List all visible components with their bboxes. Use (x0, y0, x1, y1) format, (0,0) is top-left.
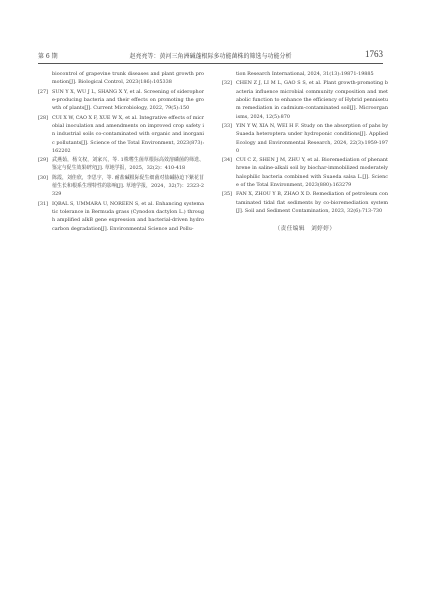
reference-text: IQBAL S, UMMARA U, NOREEN S, et al. Enhancing systematic tolerance in Bermuda grass (Cynodon dactylon L.) through amplified alkB gene expression and bacterial-driven hydrocarbon degradation[J]. Environmental Science and Pollu- (52, 200, 204, 232)
reference-continuation: tion Research International, 2024, 31(13):19871-19885 (236, 71, 374, 77)
reference-number: [34] (222, 157, 233, 164)
reference-item (38, 114, 204, 156)
reference-item (38, 88, 204, 113)
editor-credit: （责任编辑 刘婷婷） (274, 226, 336, 233)
reference-text: FAN X, ZHOU Y B, ZHAO X D. Remediation of petroleum contaminated tidal flat sediments by co-bioremediation system[J]. Soil and Sediment Contamination, 2023, 32(6):713-730 (236, 191, 388, 215)
running-title: 赵亮亮等：黄河三角洲碱蓬根际多功能菌株的筛选与功能分析 (129, 53, 292, 60)
reference-text: SUN Y X, WU J L, SHANG X Y, et al. Screening of siderophore-producing bacteria and their effects on promoting the growth of plants[J]. Current Microbiology, 2022, 79(5):150 (52, 88, 204, 112)
reference-text: 陈霞，刘佳欣，李思宇，等. 耐盐碱根际促生细菌对盐碱胁迫下紫花苜蓿生长和根系生理特性的影响[J]. 草地学报，2024，32(7)：2323-2329 (52, 174, 204, 198)
header-rule (38, 63, 383, 64)
reference-item (38, 200, 204, 233)
reference-text: CHEN Z J, LI M L, GAO S S, et al. Plant growth-promoting bacteria influence microbial community composition and metabolic function to enhance the efficiency of Hybrid pennisetum remediation in cadmium-contaminated soil[J]. Microorganisms, 2024, 12(5):870 (236, 80, 388, 120)
reference-column-right (222, 70, 388, 239)
reference-number: [30] (38, 174, 49, 181)
reference-item (222, 122, 388, 155)
reference-number: [31] (38, 200, 49, 207)
reference-text: CUI X W, CAO X F, XUE W X, et al. Integrative effects of microbial inoculation and amendments on improved crop safety in industrial soils co-contaminated with organic and inorganic pollutants[J]. Science of the Total Environment, 2023(873):162202 (52, 114, 204, 154)
reference-text: YIN Y W, XIA N, WEI H F. Study on the absorption of pahs by Suaeda heteroptera under hydroponic conditions[J]. Applied Ecology and Environmental Research, 2024, 22(3):1959-1970 (236, 122, 388, 154)
reference-text: 武燕茹，杨文权，刘家兴，等. 1株嗜生菌草根际高效溶磷菌的筛选、鉴定与促生效果研究[J]. 草地学报，2025，32(2)：410-418 (52, 157, 204, 172)
reference-item (38, 156, 204, 173)
reference-number: [35] (222, 191, 233, 198)
issue-number: 第 6 期 (38, 53, 58, 60)
reference-item (222, 190, 388, 215)
reference-column-left (38, 70, 204, 234)
page-number: 1763 (365, 49, 383, 59)
running-header (38, 50, 383, 62)
reference-number: [32] (222, 80, 233, 87)
reference-item (222, 79, 388, 121)
reference-number: [29] (38, 157, 49, 164)
reference-item (222, 156, 388, 189)
reference-item (38, 174, 204, 199)
reference-number: [28] (38, 114, 49, 121)
reference-text: CUI C Z, SHEN J M, ZHU Y, et al. Bioremediation of phenanthrene in saline-alkali soil by biochar-immobilized moderately halophilic bacteria combined with Suaeda salsa L.[J]. Science of the Total Environment, 2023(880):163279 (236, 157, 388, 189)
reference-continuation: biocontrol of grapevine trunk diseases and plant growth promotion[J]. Biological Control, 2023(186):105338 (52, 71, 204, 86)
reference-number: [33] (222, 122, 233, 129)
reference-number: [27] (38, 88, 49, 95)
